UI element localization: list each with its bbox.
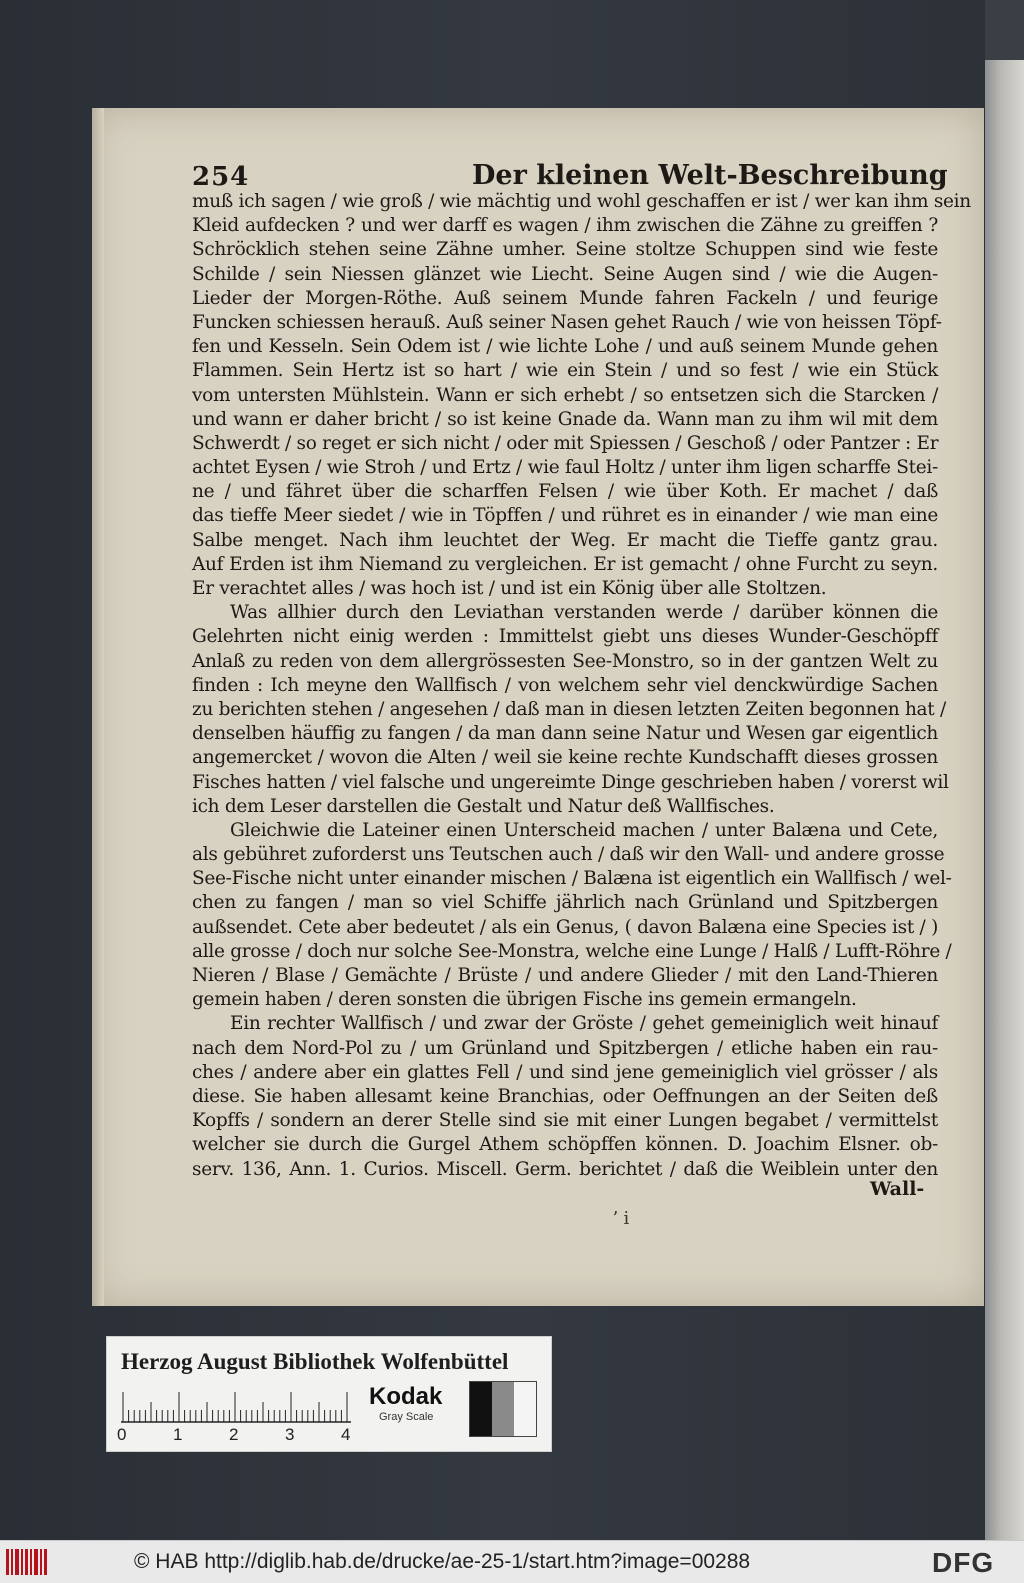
book-page <box>92 108 984 1306</box>
text-line: welcher sie durch die Gurgel Athem schöpffen können. D. Joachim Elsner. ob- <box>192 1134 938 1156</box>
ruler-number: 1 <box>173 1425 183 1444</box>
ruler-numbers <box>117 1425 357 1445</box>
footer-source-link[interactable]: © HAB http://diglib.hab.de/drucke/ae-25-1/start.htm?image=00288 <box>134 1550 751 1573</box>
ruler-number: 4 <box>341 1425 351 1444</box>
text-line: Schröcklich stehen seine Zähne umher. Seine stoltze Schuppen sind wie feste <box>192 239 938 261</box>
text-line: Flammen. Sein Hertz ist so hart / wie ein Stein / und so fest / wie ein Stück <box>192 360 938 382</box>
ruler-number: 0 <box>117 1425 127 1444</box>
text-line: gemein haben / deren sonsten die übrigen Fische ins gemein ermangeln. <box>192 989 857 1011</box>
kodak-logo: Kodak <box>369 1383 443 1410</box>
text-line: Er verachtet alles / was hoch ist / und ist ein König über alle Stoltzen. <box>192 578 827 599</box>
running-title: Der kleinen Welt-Beschreibung <box>472 160 948 191</box>
text-line: Kopffs / sondern an derer Stelle sind sie mit einer Lungen begabet / vermittelst <box>192 1110 938 1132</box>
text-line: Fisches hatten / viel falsche und ungereimte Dinge geschrieben haben / vorerst wil <box>192 771 949 793</box>
text-line: serv. 136, Ann. 1. Curios. Miscell. Germ. berichtet / daß die Weiblein unter den <box>192 1158 938 1180</box>
text-line: muß ich sagen / wie groß / wie mächtig und wohl geschaffen er ist / wer kan ihm sein <box>192 191 971 212</box>
text-line: vom untersten Mühlstein. Wann er sich erhebt / so entsetzen sich die Starcken / <box>192 384 938 406</box>
text-line: Ein rechter Wallfisch / und zwar der Gröste / gehet gemeiniglich weit hinauf <box>230 1013 938 1035</box>
text-line: nach dem Nord-Pol zu / um Grünland und Spitzbergen / etliche haben ein rau- <box>192 1037 938 1059</box>
text-line: Gelehrten nicht einig werden : Immittelst giebt uns dieses Wunder-Geschöpff <box>192 626 938 648</box>
text-line: Funcken schiessen herauß. Auß seiner Nasen gehet Rauch / wie von heissen Töpf- <box>192 311 942 333</box>
ruler-scale <box>121 1387 351 1423</box>
hab-barcode-logo-icon <box>6 1549 48 1575</box>
ruler-number: 2 <box>229 1425 239 1444</box>
text-line: achtet Eysen / wie Stroh / und Ertz / wie faul Holtz / unter ihm ligen scharffe Stei- <box>192 457 938 479</box>
text-line: Anlaß zu reden von dem allergrössesten See-Monstro, so in der gantzen Welt zu <box>192 650 938 672</box>
gray-swatch <box>492 1382 514 1436</box>
text-line: Gleichwie die Lateiner einen Unterscheid machen / unter Balæna und Cete, <box>230 819 938 841</box>
text-line: diese. Sie haben allesamt keine Branchias, oder Oeffnungen an der Seiten deß <box>192 1085 938 1107</box>
text-line: ich dem Leser darstellen die Gestalt und Natur deß Wallfisches. <box>192 795 775 817</box>
text-line: Was allhier durch den Leviathan verstanden werde / darüber können die <box>230 602 938 624</box>
ruler-ticks <box>123 1392 347 1422</box>
color-calibration-bar <box>106 1336 552 1452</box>
catchword: Wall- <box>870 1178 925 1200</box>
gray-swatches <box>469 1381 537 1437</box>
bottom-marks: ʼ i <box>612 1208 630 1229</box>
text-line: finden : Ich meyne den Wallfisch / von welchem sehr viel denckwürdige Sachen <box>192 674 938 696</box>
text-line: zu berichten stehen / angesehen / daß man in diesen letzten Zeiten begonnen hat / <box>192 698 946 720</box>
text-line: das tieffe Meer siedet / wie in Töpffen / und rühret es in einander / wie man eine <box>192 505 938 527</box>
gray-swatch <box>514 1382 536 1436</box>
text-line: fen und Kesseln. Sein Odem ist / wie lichte Lohe / und auß seinem Munde gehen <box>192 336 938 358</box>
page-edge-shadow <box>92 108 104 1306</box>
text-line: See-Fische nicht unter einander mischen / Balæna ist eigentlich ein Wallfisch / wel- <box>192 868 952 890</box>
text-line: Auf Erden ist ihm Niemand zu vergleichen. Er ist gemacht / ohne Furcht zu seyn. <box>192 553 938 575</box>
text-line: chen zu fangen / man so viel Schiffe jährlich nach Grünland und Spitzbergen <box>192 892 938 914</box>
text-line: alle grosse / doch nur solche See-Monstra, welche eine Lunge / Halß / Lufft-Röhre / <box>192 940 952 962</box>
next-page-edge <box>985 0 1024 1540</box>
text-line: Salbe menget. Nach ihm leuchtet der Weg. Er macht die Tieffe gantz grau. <box>192 529 938 551</box>
text-line: und wann er daher bricht / so ist keine Gnade da. Wann man zu ihm wil mit dem <box>192 408 938 430</box>
text-line: Lieder der Morgen-Röthe. Auß seinem Munde fahren Fackeln / und feurige <box>192 287 938 309</box>
text-line: ches / andere aber ein glattes Fell / und sind jene gemeiniglich viel grösser / als <box>192 1061 938 1083</box>
ruler-number: 3 <box>285 1425 295 1444</box>
text-line: Kleid aufdecken ? und wer darff es wagen / ihm zwischen die Zähne zu greiffen ? <box>192 215 938 237</box>
dfg-logo: DFG <box>932 1547 995 1578</box>
text-line: außsendet. Cete aber bedeutet / als ein Genus, ( davon Balæna eine Species ist / ) <box>192 916 938 938</box>
gray-swatch <box>470 1382 492 1436</box>
text-line: ne / und fähret über die scharffen Felsen / wie über Koth. Er machet / daß <box>192 481 938 503</box>
gray-scale-label: Gray Scale <box>379 1411 434 1423</box>
text-line: Schwerdt / so reget er sich nicht / oder mit Spiessen / Geschoß / oder Pantzer : Er <box>192 432 939 454</box>
page-number: 254 <box>192 162 250 192</box>
footer-bar <box>0 1540 1024 1583</box>
text-line: Schilde / sein Niessen glänzet wie Liecht. Seine Augen sind / wie die Augen- <box>192 263 938 285</box>
body-text <box>192 190 971 1182</box>
text-line: als gebühret zuforderst uns Teutschen auch / daß wir den Wall- und andere grosse <box>192 844 945 866</box>
text-line: denselben häuffig zu fangen / da man dann seine Natur und Wesen gar eigentlich <box>192 723 938 745</box>
library-name: Herzog August Bibliothek Wolfenbüttel <box>121 1349 509 1374</box>
text-line: angemercket / wovon die Alten / weil sie keine rechte Kundschafft dieses grossen <box>192 747 938 769</box>
text-line: Nieren / Blase / Gemächte / Brüste / und andere Glieder / mit den Land-Thieren <box>192 965 938 986</box>
next-page-edge-shadow <box>985 0 1024 60</box>
